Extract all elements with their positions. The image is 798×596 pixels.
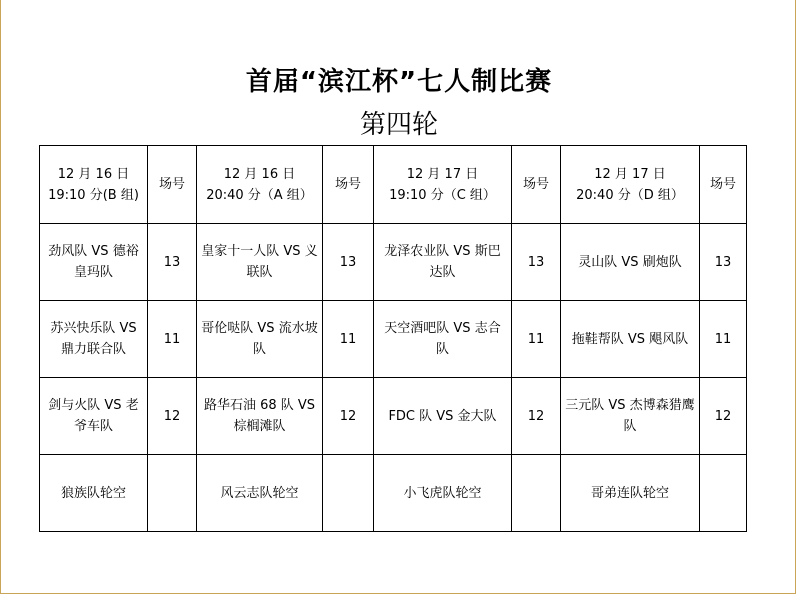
match-cell: 路华石油 68 队 VS 棕榈滩队 (197, 378, 323, 455)
match-cell: 苏兴快乐队 VS 鼎力联合队 (40, 301, 148, 378)
match-cell: 哥伦哒队 VS 流水坡队 (197, 301, 323, 378)
header-time: 20:40 分（A 组） (206, 187, 313, 203)
field-number: 12 (700, 378, 747, 455)
bye-cell: 哥弟连队轮空 (561, 455, 700, 532)
bye-row (40, 455, 747, 532)
match-cell: 拖鞋帮队 VS 飓风队 (561, 301, 700, 378)
field-number: 12 (512, 378, 561, 455)
match-row (40, 301, 747, 378)
field-number: 13 (323, 224, 374, 301)
header-date: 12 月 17 日 (594, 166, 666, 182)
header-datetime-c (374, 146, 512, 224)
field-number: 12 (148, 378, 197, 455)
schedule-table (39, 145, 747, 532)
header-date: 12 月 16 日 (57, 166, 130, 182)
field-number (512, 455, 561, 532)
bye-cell: 小飞虎队轮空 (374, 455, 512, 532)
header-date: 12 月 16 日 (223, 166, 296, 182)
field-number: 13 (700, 224, 747, 301)
header-field: 场号 (148, 146, 197, 224)
header-field: 场号 (700, 146, 747, 224)
header-time: 19:10 分(B 组) (48, 187, 139, 203)
match-row (40, 224, 747, 301)
field-number: 12 (323, 378, 374, 455)
field-number (700, 455, 747, 532)
field-number: 11 (512, 301, 561, 378)
match-row (40, 378, 747, 455)
header-date: 12 月 17 日 (406, 166, 479, 182)
bye-cell: 风云志队轮空 (197, 455, 323, 532)
field-number: 13 (512, 224, 561, 301)
header-row (40, 146, 747, 224)
match-cell: 三元队 VS 杰博森猎鹰队 (561, 378, 700, 455)
field-number: 11 (148, 301, 197, 378)
bye-cell: 狼族队轮空 (40, 455, 148, 532)
page-title: 首届“滨江杯”七人制比赛 (245, 67, 553, 97)
field-number (323, 455, 374, 532)
header-time: 20:40 分（D 组） (576, 187, 684, 203)
header-field: 场号 (512, 146, 561, 224)
match-cell: 天空酒吧队 VS 志合队 (374, 301, 512, 378)
header-datetime-a (197, 146, 323, 224)
match-cell: 皇家十一人队 VS 义联队 (197, 224, 323, 301)
field-number: 11 (700, 301, 747, 378)
field-number: 13 (148, 224, 197, 301)
match-cell: FDC 队 VS 金大队 (374, 378, 512, 455)
field-number: 11 (323, 301, 374, 378)
match-cell: 龙泽农业队 VS 斯巴达队 (374, 224, 512, 301)
header-datetime-d (561, 146, 700, 224)
match-cell: 剑与火队 VS 老爷车队 (40, 378, 148, 455)
header-time: 19:10 分（C 组） (389, 187, 496, 203)
round-title: 第四轮 (359, 110, 438, 140)
field-number (148, 455, 197, 532)
match-cell: 劲风队 VS 德裕皇玛队 (40, 224, 148, 301)
header-field: 场号 (323, 146, 374, 224)
match-cell: 灵山队 VS 刷炮队 (561, 224, 700, 301)
header-datetime-b (40, 146, 148, 224)
